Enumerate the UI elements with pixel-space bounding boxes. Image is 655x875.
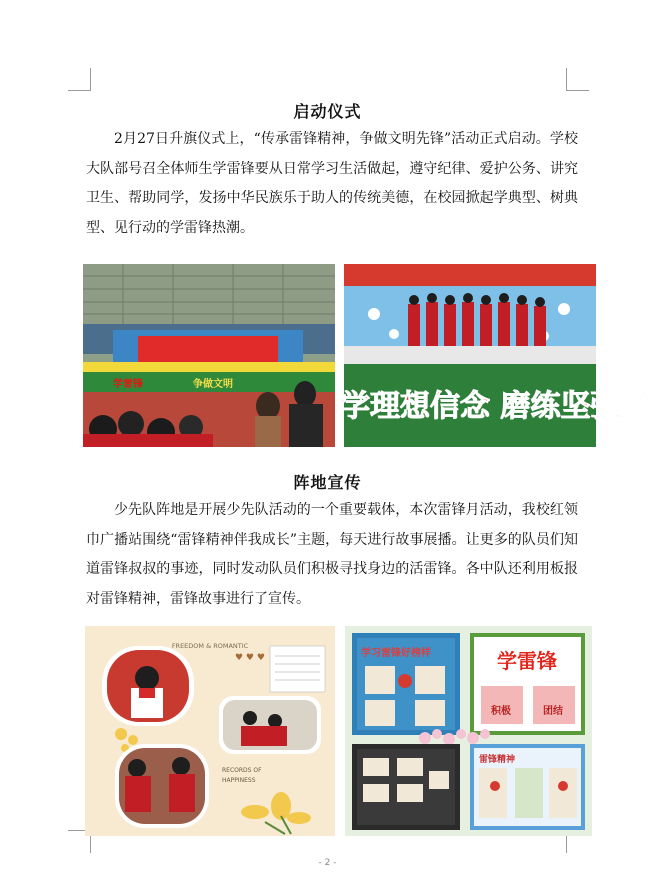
photo-flag-ceremony bbox=[83, 264, 335, 447]
photo-blackboard-collage bbox=[345, 626, 592, 836]
section-body-launch: 2月27日升旗仪式上，“传承雷锋精神，争做文明先锋”活动正式启动。学校大队部号召全体师生学雷锋要从日常学习生活做起，遵守纪律、爱护公务、讲究卫生、帮助同学，发扬中华民族乐于助人的传统美德，在校园掀起学典型、树典型、见行动的学雷锋热潮。 bbox=[86, 131, 578, 236]
corner-mark-top-left bbox=[68, 68, 91, 91]
collage-happiness: HAPPINESS bbox=[222, 777, 256, 784]
photo-stage-performance bbox=[340, 264, 651, 447]
board-title-2: 学雷锋 bbox=[497, 649, 557, 673]
page-number: - 2 - bbox=[318, 858, 337, 868]
board-title-3: 雷锋精神 bbox=[479, 755, 516, 765]
section-title-propaganda: 阵地宣传 bbox=[293, 473, 362, 492]
svg-text:争做文明: 争做文明 bbox=[193, 379, 233, 390]
photo-radio-collage bbox=[85, 626, 335, 836]
corner-mark-top-right bbox=[566, 68, 589, 91]
board-tag-2: 团结 bbox=[543, 706, 563, 717]
collage-header: FREEDOM & ROMANTIC bbox=[171, 642, 249, 650]
svg-text:♥ ♥ ♥: ♥ ♥ ♥ bbox=[235, 653, 265, 663]
board-tag-1: 积极 bbox=[491, 706, 511, 717]
section-body-propaganda: 少先队阵地是开展少先队活动的一个重要载体，本次雷锋月活动，我校红领巾广播站围绕“雷锋精神伴我成长”主题，每天进行故事展播。让更多的队员们知道雷锋叔叔的事迹，同时发动队员们积极寻找身边的活雷锋。各中队还利用板报对雷锋精神，雷锋故事进行了宣传。 bbox=[86, 502, 578, 607]
collage-records: RECORDS OF bbox=[222, 767, 262, 774]
board-title-1: 学习雷锋好榜样 bbox=[361, 648, 431, 659]
section-title-launch: 启动仪式 bbox=[293, 102, 362, 121]
svg-text:学雷锋: 学雷锋 bbox=[113, 379, 143, 390]
banner-text: 学理想信念 磨练坚强意 bbox=[340, 389, 651, 424]
